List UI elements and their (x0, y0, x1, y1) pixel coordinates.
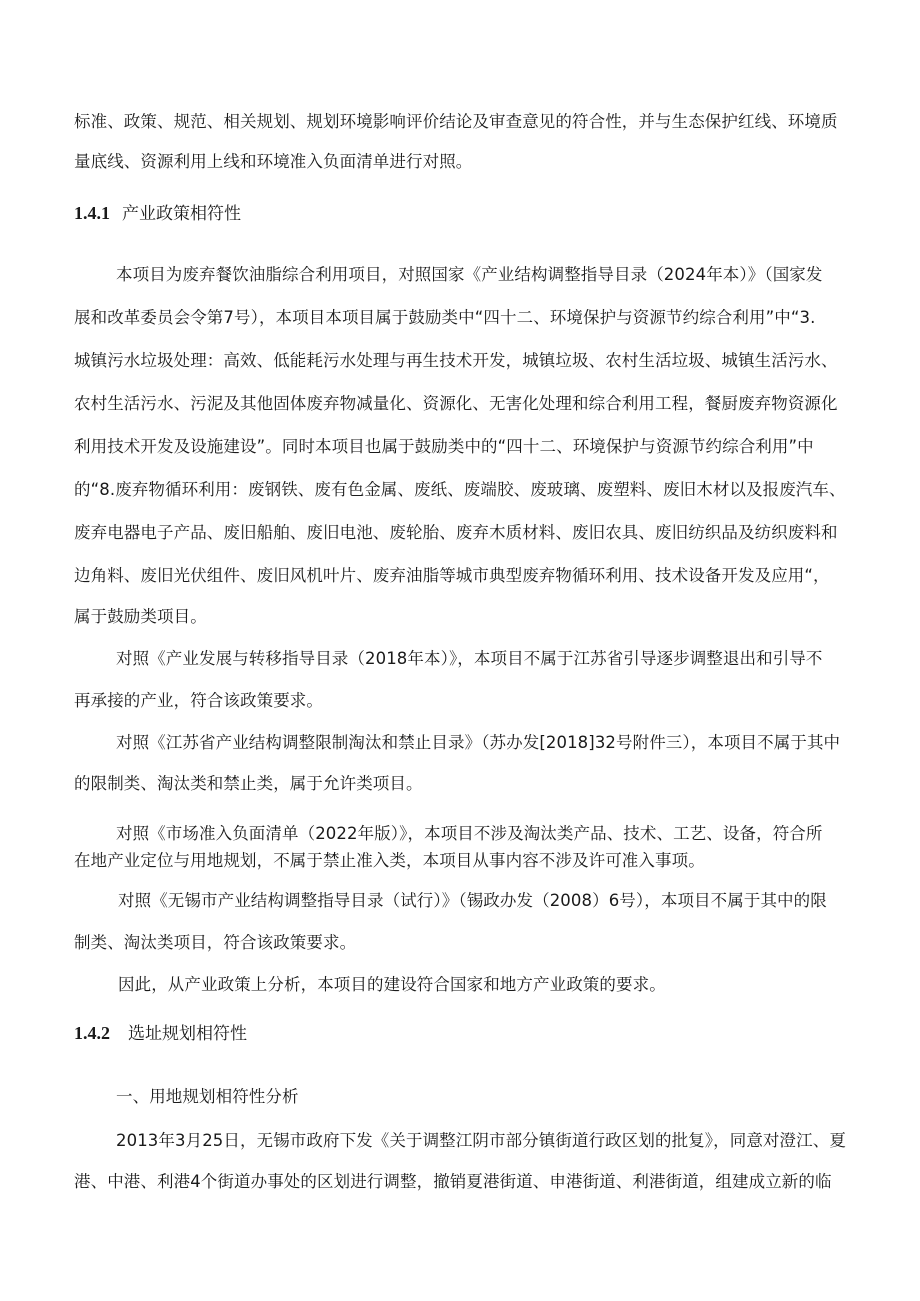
paragraph-line: 利用技术开发及设施建设”。同时本项目也属于鼓励类中的“四十二、环境保护与资源节约综合利用”中 (74, 437, 814, 456)
paragraph-line: 对照《市场准入负面清单（2022年版）》，本项目不涉及淘汰类产品、技术、工艺、设备，符合所 (116, 824, 823, 843)
paragraph-line: 废弃电器电子产品、废旧船舶、废旧电池、废轮胎、废弃木质材料、废旧农具、废旧纺织品及纺织废料和 (74, 523, 838, 542)
section-number: 1.4.1 (74, 203, 110, 223)
paragraph-line: 的限制类、淘汰类和禁止类，属于允许类项目。 (74, 774, 423, 793)
paragraph-line: 在地产业定位与用地规划，不属于禁止准入类，本项目从事内容不涉及许可准入事项。 (74, 851, 705, 870)
paragraph-line: 展和改革委员会令第7号），本项目本项目属于鼓励类中“四十二、环境保护与资源节约综合利用”中“3. (74, 308, 816, 327)
paragraph-line: 因此，从产业政策上分析，本项目的建设符合国家和地方产业政策的要求。 (118, 975, 666, 994)
paragraph-line: 边角料、废旧光伏组件、废旧风机叶片、废弃油脂等城市典型废弃物循环利用、技术设备开发及应用“， (74, 566, 830, 585)
paragraph-line: 农村生活污水、污泥及其他固体废弃物减量化、资源化、无害化处理和综合利用工程，餐厨废弃物资源化 (74, 394, 838, 413)
paragraph-line: 对照《产业发展与转移指导目录（2018年本）》，本项目不属于江苏省引导逐步调整退出和引导不 (116, 649, 823, 668)
paragraph-line: 制类、淘汰类项目，符合该政策要求。 (74, 933, 357, 952)
paragraph-line: 量底线、资源利用上线和环境准入负面清单进行对照。 (74, 152, 473, 171)
paragraph-line: 再承接的产业，符合该政策要求。 (74, 691, 323, 710)
paragraph-line: 对照《江苏省产业结构调整限制淘汰和禁止目录》（苏办发[2018]32号附件三），本项目不属于其中 (116, 733, 841, 752)
paragraph-line: 的“8.废弃物循环利用：废钢铁、废有色金属、废纸、废端胶、废玻璃、废塑料、废旧木材以及报废汽车、 (74, 480, 846, 499)
paragraph-line: 港、中港、利港4个街道办事处的区划进行调整，撤销夏港街道、申港街道、利港街道，组建成立新的临 (74, 1172, 832, 1191)
section-number: 1.4.2 (74, 1023, 110, 1043)
subsection-heading: 一、用地规划相符性分析 (116, 1087, 299, 1106)
section-title: 产业政策相符性 (122, 204, 241, 224)
paragraph-line: 标准、政策、规范、相关规划、规划环境影响评价结论及审查意见的符合性，并与生态保护红线、环境质 (74, 112, 838, 131)
paragraph-line: 属于鼓励类项目。 (74, 607, 207, 626)
section-title: 选址规划相符性 (128, 1024, 247, 1044)
section-heading-1-4-2 (74, 1022, 247, 1045)
section-heading-1-4-1 (74, 202, 241, 225)
paragraph-line: 对照《无锡市产业结构调整指导目录（试行）》（锡政办发（2008）6号），本项目不属于其中的限 (118, 891, 827, 910)
paragraph-line: 城镇污水垃圾处理：高效、低能耗污水处理与再生技术开发，城镇垃圾、农村生活垃圾、城镇生活污水、 (74, 351, 838, 370)
paragraph-line: 2013年3月25日，无锡市政府下发《关于调整江阴市部分镇街道行政区划的批复》，同意对澄江、夏 (116, 1131, 846, 1150)
paragraph-line: 本项目为废弃餐饮油脂综合利用项目，对照国家《产业结构调整指导目录（2024年本）》（国家发 (116, 265, 823, 284)
